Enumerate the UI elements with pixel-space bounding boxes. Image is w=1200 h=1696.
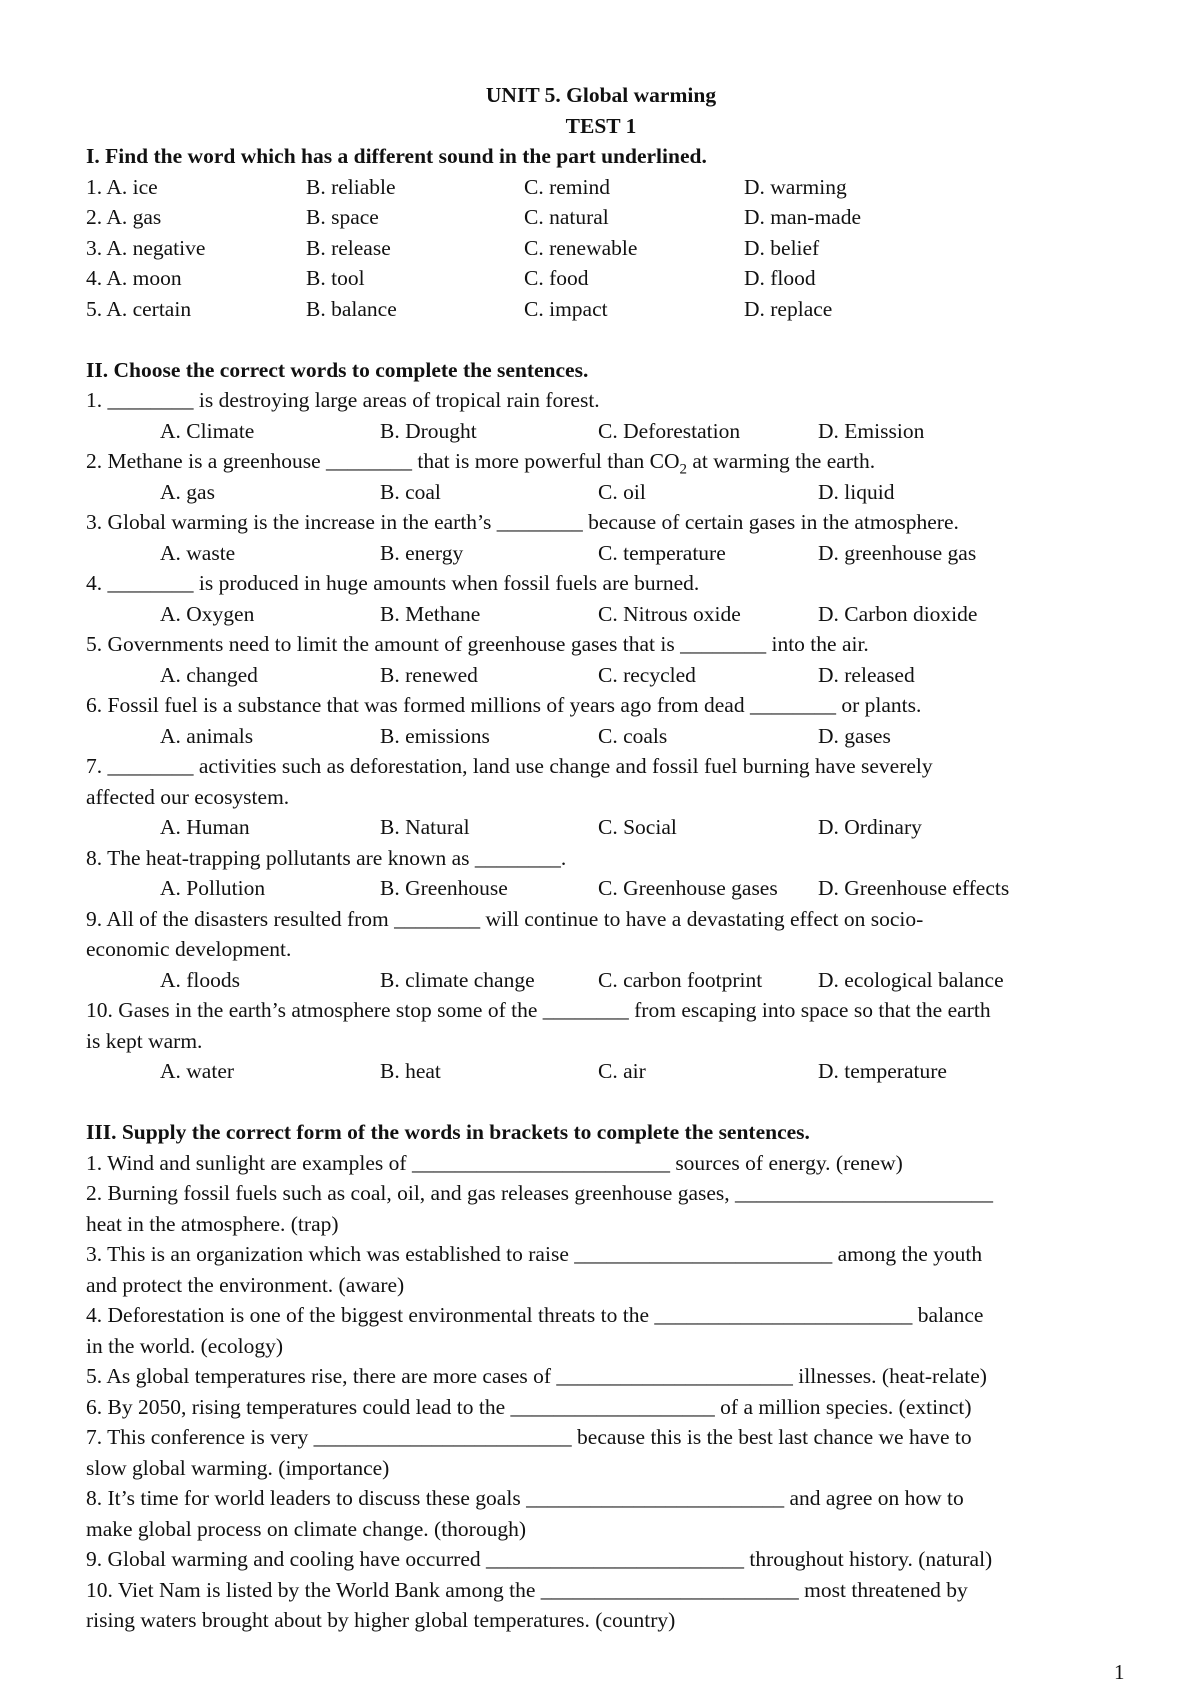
answer-option: D. temperature	[818, 1059, 947, 1083]
question-text: make global process on climate change. (thorough)	[86, 1516, 527, 1541]
answer-option: C. Social	[598, 815, 677, 839]
question-text: 4. ________ is produced in huge amounts when fossil fuels are burned.	[86, 571, 700, 595]
subscript-2: 2	[679, 461, 688, 478]
answer-option: B. heat	[380, 1059, 441, 1083]
answer-option: A. gas	[160, 479, 215, 504]
question-text: economic development.	[86, 937, 292, 961]
answer-option: A. Oxygen	[160, 601, 255, 626]
answer-option: A. Climate	[160, 418, 255, 443]
question-text: and protect the environment. (aware)	[86, 1272, 405, 1297]
question-text: 6. By 2050, rising temperatures could lead to the ___________________ of a million species. (extinct)	[86, 1394, 972, 1419]
question-text: 10. Viet Nam is listed by the World Bank among the ________________________ most threatened by	[86, 1577, 968, 1602]
answer-option: B. renewed	[380, 662, 478, 687]
answer-options-row	[86, 965, 1116, 996]
question-text: 9. All of the disasters resulted from ________ will continue to have a devastating effect on socio-	[86, 906, 924, 931]
answer-option: C. coals	[598, 723, 668, 748]
answer-option: B. Methane	[380, 601, 481, 626]
question-text: 8. It’s time for world leaders to discuss these goals ________________________ and agree on how to	[86, 1486, 964, 1510]
question-row	[86, 294, 1116, 325]
answer-option: C. food	[524, 266, 589, 290]
answer-option: C. temperature	[598, 540, 726, 565]
question-text: 3. Global warming is the increase in the earth’s ________ because of certain gases in the atmosphere.	[86, 510, 959, 534]
question-row	[86, 233, 1116, 264]
answer-option: B. reliable	[306, 174, 396, 199]
answer-option: B. energy	[380, 540, 464, 565]
question-text: 3. This is an organization which was established to raise ________________________ among the youth	[86, 1242, 983, 1266]
question-text: rising waters brought about by higher global temperatures. (country)	[86, 1608, 676, 1632]
answer-options-row	[86, 416, 1116, 447]
answer-option: B. Drought	[380, 418, 477, 443]
section-1-heading: I. Find the word which has a different sound in the part underlined.	[86, 144, 707, 168]
section-3-heading: III. Supply the correct form of the words in brackets to complete the sentences.	[86, 1120, 810, 1144]
answer-option: D. flood	[744, 266, 816, 290]
answer-option: A. animals	[160, 723, 254, 748]
answer-option: D. replace	[744, 296, 833, 321]
answer-option: B. release	[306, 235, 391, 260]
answer-options-row	[86, 538, 1116, 569]
question-text-part: at warming the earth.	[687, 449, 876, 473]
question-text: 4. Deforestation is one of the biggest environmental threats to the ________________________ balance	[86, 1303, 984, 1327]
question-text: 6. Fossil fuel is a substance that was formed millions of years ago from dead ________ or plants.	[86, 693, 922, 717]
answer-option: C. Nitrous oxide	[598, 601, 741, 626]
section-2-list	[86, 385, 1116, 1087]
answer-option: 4. A. moon	[86, 266, 182, 290]
answer-option: D. released	[818, 662, 915, 687]
answer-option: C. Greenhouse gases	[598, 876, 778, 900]
answer-option: 3. A. negative	[86, 235, 206, 260]
answer-option: A. changed	[160, 662, 258, 687]
answer-option: 5. A. certain	[86, 296, 192, 321]
answer-option: C. air	[598, 1059, 646, 1083]
answer-option: D. belief	[744, 235, 820, 260]
answer-option: B. coal	[380, 479, 441, 504]
section-1-list	[86, 172, 1116, 325]
answer-option: D. greenhouse gas	[818, 540, 977, 565]
question-row	[86, 172, 1116, 203]
answer-option: C. oil	[598, 479, 646, 504]
question-text: in the world. (ecology)	[86, 1333, 284, 1358]
answer-option: B. Greenhouse	[380, 876, 508, 900]
question-text: 5. As global temperatures rise, there are more cases of ______________________ illnesses. (heat-relate)	[86, 1364, 987, 1388]
question-text	[86, 446, 1116, 477]
answer-option: D. liquid	[818, 479, 895, 504]
answer-options-row	[86, 1056, 1116, 1087]
spacer	[86, 1087, 1116, 1118]
answer-option: A. floods	[160, 967, 241, 992]
answer-option: A. waste	[160, 540, 236, 565]
answer-option: A. water	[160, 1059, 235, 1083]
answer-option: C. recycled	[598, 662, 696, 687]
question-text: 5. Governments need to limit the amount of greenhouse gases that is ________ into the air.	[86, 632, 869, 656]
answer-option: D. ecological balance	[818, 967, 1004, 992]
question-row	[86, 202, 1116, 233]
answer-option: C. renewable	[524, 235, 638, 260]
question-text: 10. Gases in the earth’s atmosphere stop some of the ________ from escaping into space so that the earth	[86, 998, 991, 1022]
answer-option: B. Natural	[380, 815, 470, 839]
answer-option: D. Ordinary	[818, 815, 922, 839]
answer-options-row	[86, 812, 1116, 843]
unit-title: UNIT 5. Global warming	[485, 83, 717, 107]
answer-option: 1. A. ice	[86, 174, 158, 199]
answer-options-row	[86, 873, 1116, 904]
answer-options-row	[86, 660, 1116, 691]
answer-option: A. Pollution	[160, 876, 266, 900]
page-number: 1	[1114, 1660, 1125, 1684]
question-text: is kept warm.	[86, 1028, 203, 1053]
question-text: 2. Burning fossil fuels such as coal, oil, and gas releases greenhouse gases, ________________________	[86, 1181, 994, 1205]
answer-option: D. warming	[744, 174, 847, 199]
answer-option: D. man-made	[744, 205, 862, 229]
answer-option: D. gases	[818, 723, 891, 748]
answer-option: B. tool	[306, 266, 365, 290]
answer-option: D. Greenhouse effects	[818, 876, 1010, 900]
worksheet-page	[86, 80, 1116, 1636]
answer-option: 2. A. gas	[86, 205, 162, 229]
answer-option: A. Human	[160, 815, 250, 839]
answer-option: D. Carbon dioxide	[818, 601, 978, 626]
answer-option: C. carbon footprint	[598, 967, 763, 992]
question-text: slow global warming. (importance)	[86, 1455, 390, 1480]
answer-option: B. climate change	[380, 967, 535, 992]
question-text: 9. Global warming and cooling have occurred ________________________ throughout history. (natural)	[86, 1547, 993, 1571]
answer-option: C. remind	[524, 174, 610, 199]
question-text: 1. ________ is destroying large areas of tropical rain forest.	[86, 388, 600, 412]
question-text-part: 2. Methane is a greenhouse ________ that is more powerful than CO	[86, 449, 680, 473]
test-title: TEST 1	[565, 113, 637, 138]
answer-options-row	[86, 721, 1116, 752]
question-text: heat in the atmosphere. (trap)	[86, 1211, 339, 1236]
answer-options-row	[86, 477, 1116, 508]
question-row	[86, 263, 1116, 294]
answer-option: B. space	[306, 205, 379, 229]
question-text: 7. ________ activities such as deforestation, land use change and fossil fuel burning have severely	[86, 754, 933, 778]
answer-option: D. Emission	[818, 418, 925, 443]
question-text: 7. This conference is very ________________________ because this is the best last chance we have to	[86, 1425, 972, 1449]
question-text: 1. Wind and sunlight are examples of ________________________ sources of energy. (renew)	[86, 1150, 903, 1175]
answer-option: C. impact	[524, 296, 608, 321]
answer-option: C. Deforestation	[598, 418, 741, 443]
answer-option: B. balance	[306, 296, 397, 321]
section-2-heading: II. Choose the correct words to complete the sentences.	[86, 357, 589, 382]
question-text: affected our ecosystem.	[86, 784, 290, 809]
answer-option: B. emissions	[380, 723, 490, 748]
spacer	[86, 324, 1116, 355]
section-3-list	[86, 1148, 1116, 1636]
question-text: 8. The heat-trapping pollutants are known as ________.	[86, 845, 567, 870]
answer-options-row	[86, 599, 1116, 630]
answer-option: C. natural	[524, 205, 609, 229]
